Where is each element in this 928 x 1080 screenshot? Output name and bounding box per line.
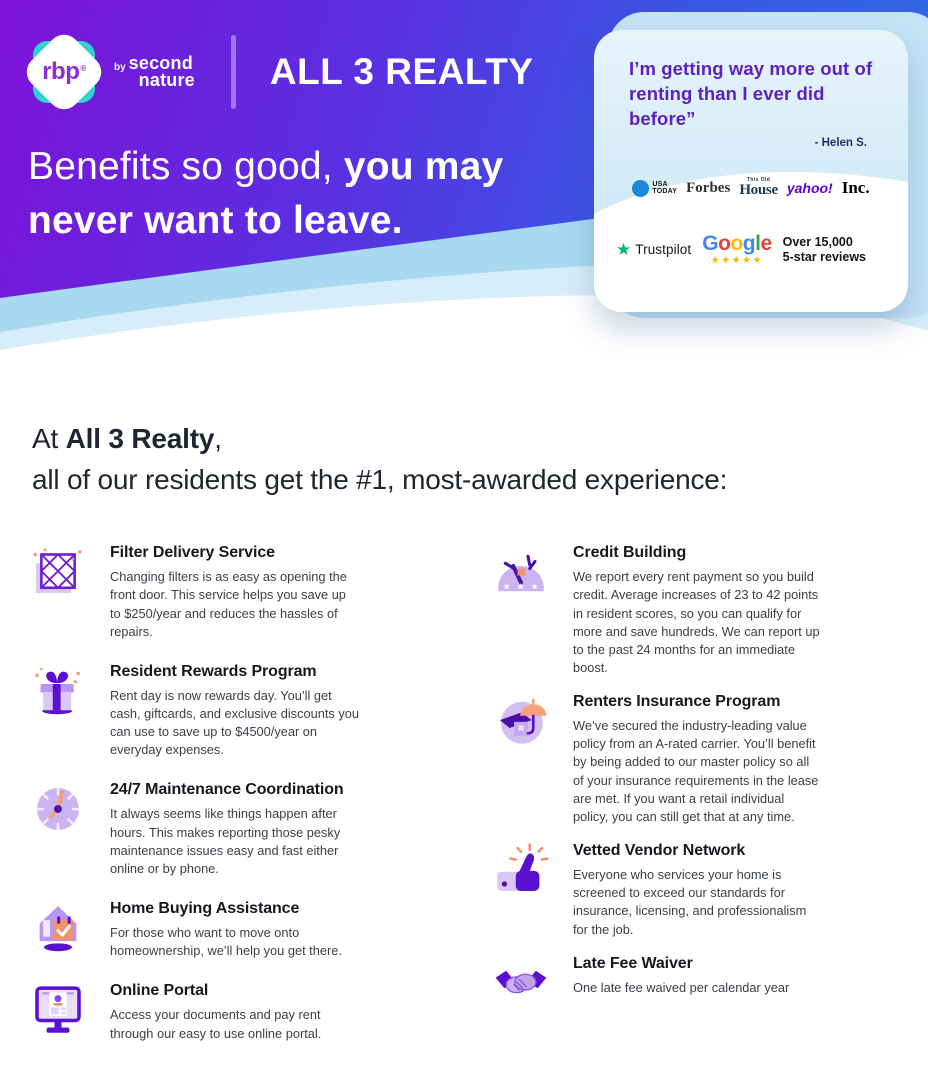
benefit-title: Filter Delivery Service — [110, 544, 275, 562]
brand-divider — [231, 35, 236, 109]
home-icon — [30, 900, 86, 956]
benefit-description: One late fee waived per calendar year — [573, 979, 790, 995]
second-nature-logo — [114, 55, 195, 88]
rbp-logo-text: rbp ® — [42, 58, 86, 85]
benefit-filter-delivery — [30, 544, 360, 641]
benefit-renters-insurance — [493, 693, 823, 826]
svg-text:★: ★ — [530, 581, 539, 592]
benefit-credit-building — [493, 544, 823, 677]
handshake-icon — [493, 955, 549, 1011]
benefit-title: Credit Building — [573, 544, 687, 562]
trust-row — [616, 233, 896, 266]
company-name-inline: All 3 Realty — [65, 423, 215, 454]
monitor-icon — [30, 982, 86, 1038]
benefit-description: We’ve secured the industry-leading value policy from an A-rated carrier. You’ll benefit by being added to our master policy so all of your insurance requirements in the lease are met. If you want a retail individual policy, you can still get that at any time. — [573, 718, 819, 824]
benefit-title: Vetted Vendor Network — [573, 842, 746, 860]
second-label: second — [128, 53, 193, 74]
benefit-description: Access your documents and pay rent through our easy to use online portal. — [110, 1007, 322, 1041]
svg-text:★: ★ — [516, 581, 525, 592]
google-stars-icon: ★★★★★ — [710, 255, 764, 266]
benefit-vetted-vendors — [493, 842, 823, 939]
company-name: ALL 3 REALTY — [269, 51, 534, 92]
reviews-count: Over 15,000 5-star reviews — [782, 235, 867, 264]
benefit-title: Resident Rewards Program — [110, 662, 317, 680]
hero-header — [0, 0, 928, 365]
benefit-title: Late Fee Waiver — [573, 954, 693, 972]
svg-text:★: ★ — [502, 581, 511, 592]
by-label: by — [114, 62, 126, 74]
benefit-maintenance — [30, 781, 360, 878]
benefit-title: Renters Insurance Program — [573, 693, 781, 711]
credit-meter-icon — [493, 544, 549, 600]
google-rating — [702, 233, 771, 266]
testimonial-quote: I’m getting way more out of renting than I ever did before” — [629, 58, 873, 129]
benefit-description: We report every rent payment so you build credit. Average increases of 23 to 42 points in resident scores, so you can qualify for more and save hundreds. We can report up to the past 24 months for an immediate boost. — [573, 569, 820, 675]
rbp-logo — [26, 34, 102, 110]
inc-logo: Inc. — [841, 178, 870, 197]
filter-icon — [30, 544, 86, 600]
nature-label: nature — [138, 70, 195, 90]
benefit-title: Home Buying Assistance — [110, 900, 300, 918]
benefit-description: It always seems like things happen after hours. This makes reporting those pesky maintenance issues easy and fast either online or by phone. — [110, 806, 341, 876]
headline-light: Benefits so good, — [28, 145, 344, 188]
headline-bold-1: you may — [343, 145, 504, 188]
usa-today-logo: USA TODAY — [632, 180, 677, 197]
benefit-online-portal — [30, 982, 360, 1042]
clock-icon — [30, 781, 86, 837]
press-logos-row — [594, 178, 908, 198]
trustpilot-star-icon: ★ — [616, 240, 632, 259]
gift-icon — [30, 663, 86, 719]
google-logo: Google — [702, 232, 772, 255]
benefit-description: Changing filters is as easy as opening the front door. This service helps you save up to $250/year and reduces the hassles of repairs. — [110, 569, 347, 639]
benefit-title: 24/7 Maintenance Coordination — [110, 781, 344, 799]
benefit-title: Online Portal — [110, 982, 209, 1000]
benefit-late-fee-waiver — [493, 955, 823, 1011]
registered-mark: ® — [80, 63, 86, 73]
testimonial-attribution: - Helen S. — [814, 137, 867, 150]
benefits-grid — [0, 544, 928, 1065]
this-old-house-logo: This Old House — [739, 177, 778, 198]
yahoo-logo: yahoo! — [786, 180, 833, 196]
forbes-logo: Forbes — [686, 179, 731, 196]
headline-bold-2: never want to leave. — [28, 198, 403, 242]
benefit-description: Everyone who services your home is screened to exceed our standards for insurance, licensing, and professionalism for the job. — [573, 867, 807, 937]
benefit-description: For those who want to move onto homeownership, we’ll help you get there. — [110, 925, 342, 959]
intro-heading: At All 3 Realty, all of our residents get the #1, most-awarded experience: — [32, 423, 728, 495]
benefit-home-buying — [30, 900, 360, 960]
usa-today-circle-icon — [632, 180, 649, 197]
hero-headline — [28, 140, 503, 248]
benefit-resident-rewards — [30, 663, 360, 760]
benefit-description: Rent day is now rewards day. You’ll get cash, giftcards, and exclusive discounts you can use to save up to $4500/year on everyday expenses. — [110, 687, 359, 758]
benefits-left-column — [30, 544, 360, 1065]
benefits-right-column — [493, 544, 823, 1065]
umbrella-house-icon — [493, 693, 549, 749]
trustpilot-logo: ★ Trustpilot — [616, 240, 692, 259]
brand-row — [26, 34, 534, 110]
thumbs-up-icon — [493, 842, 549, 898]
testimonial-card — [594, 30, 908, 312]
